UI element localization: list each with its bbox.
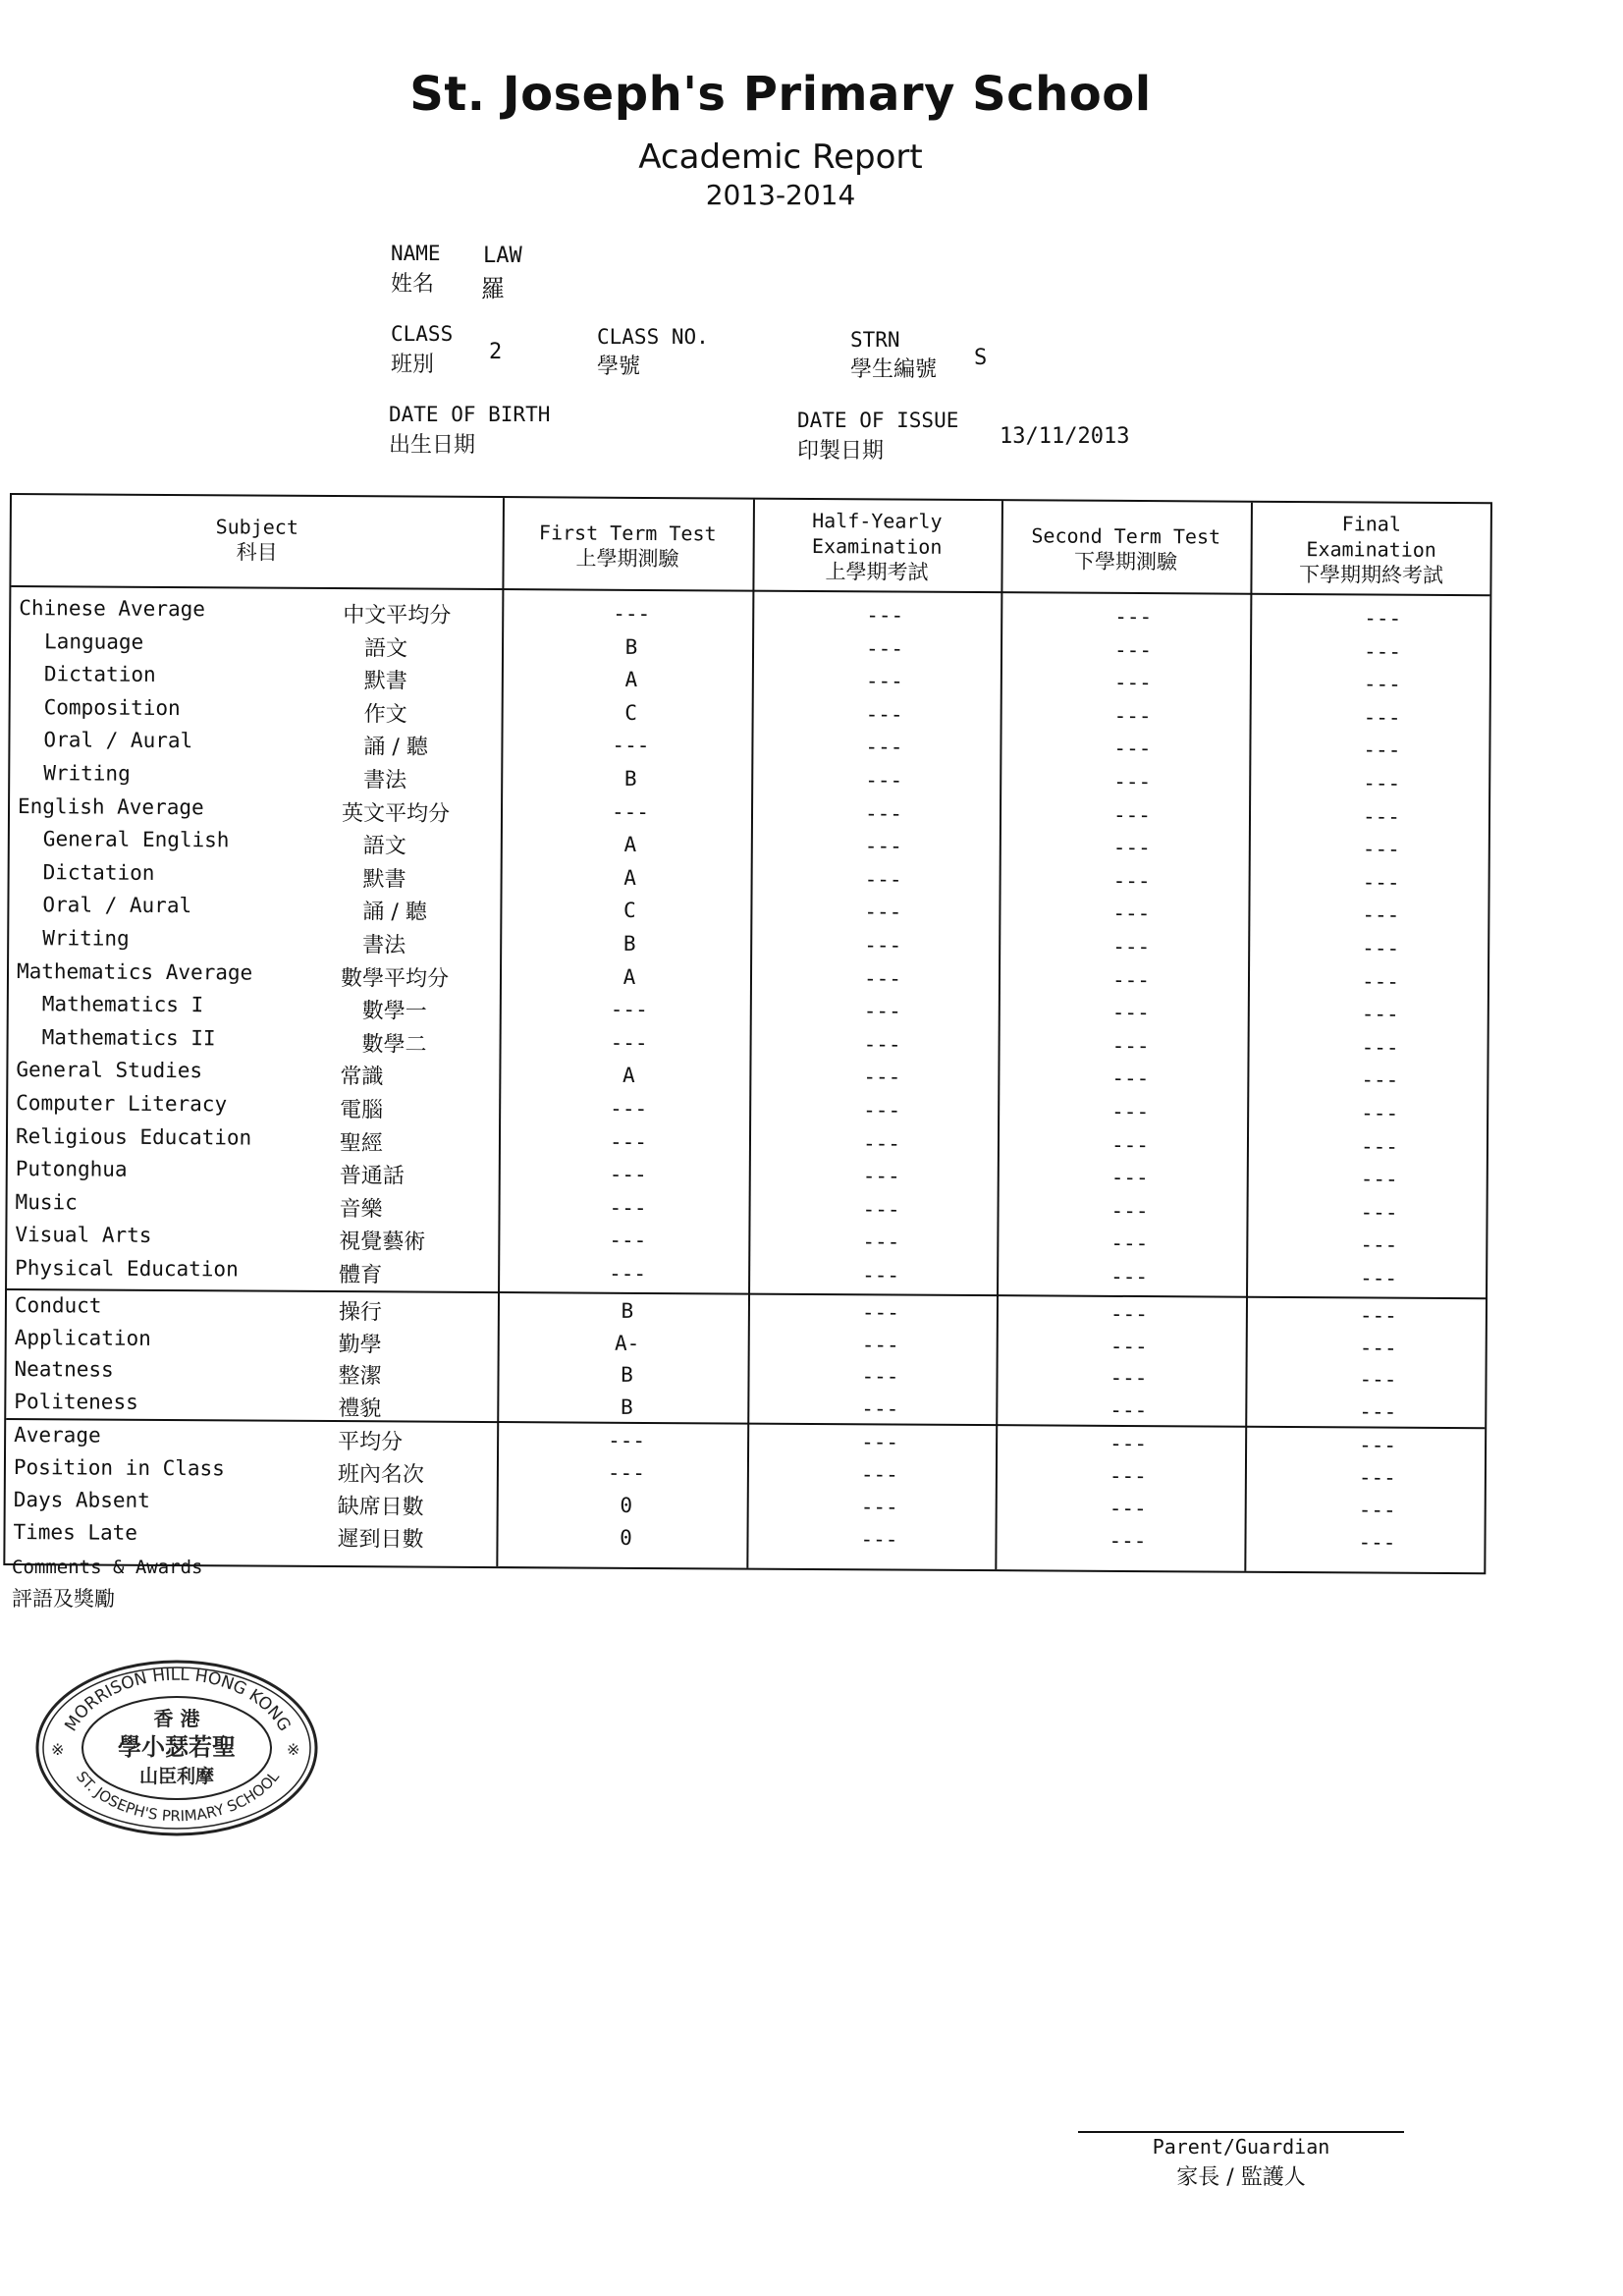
grade-second-term-test: ---	[1110, 1166, 1149, 1190]
grade-final-exam: ---	[1362, 936, 1400, 960]
grade-first-term-test: C	[623, 899, 636, 923]
subject-name-zh: 音樂	[339, 1196, 383, 1223]
grade-half-yearly-exam: ---	[861, 1332, 899, 1357]
school-name: St. Joseph's Primary School	[409, 67, 1152, 122]
grade-first-term-test: A	[622, 1064, 635, 1088]
grade-second-term-test: ---	[1112, 868, 1151, 893]
grade-half-yearly-exam: ---	[861, 1300, 899, 1325]
grade-half-yearly-exam: ---	[864, 800, 903, 826]
grade-half-yearly-exam: ---	[863, 1032, 901, 1057]
grade-half-yearly-exam: ---	[860, 1527, 898, 1552]
grade-first-term-test: B	[622, 931, 636, 956]
subject-name: Dictation	[43, 662, 156, 687]
grade-final-exam: ---	[1358, 1498, 1396, 1522]
subject-name: Writing	[42, 926, 130, 951]
grade-second-term-test: ---	[1112, 902, 1151, 926]
grade-final-exam: ---	[1361, 969, 1400, 994]
subject-name: Times Late	[13, 1520, 138, 1545]
grade-first-term-test: ---	[612, 734, 650, 758]
subject-name: Language	[44, 629, 144, 654]
grade-final-exam: ---	[1361, 1002, 1399, 1026]
grade-final-exam: ---	[1360, 1200, 1398, 1225]
school-stamp	[29, 1655, 324, 1841]
grade-half-yearly-exam: ---	[864, 867, 902, 892]
grade-first-term-test: ---	[610, 1030, 648, 1055]
strn-label-zh: 學生編號	[850, 357, 938, 382]
class-label-zh: 班別	[391, 353, 435, 377]
grade-final-exam: ---	[1358, 1465, 1396, 1490]
stamp-star-right: ※	[287, 1740, 300, 1759]
grade-final-exam: ---	[1360, 1232, 1398, 1258]
grade-half-yearly-exam: ---	[862, 1197, 900, 1222]
header-subject: Subject 科目	[215, 515, 299, 565]
signature-line	[1078, 2131, 1404, 2133]
grade-second-term-test: ---	[1109, 1301, 1148, 1327]
dob-label-zh: 出生日期	[389, 433, 476, 458]
subject-name: Oral / Aural	[43, 728, 193, 753]
grade-first-term-test: ---	[608, 1428, 646, 1452]
grade-second-term-test: ---	[1109, 1365, 1148, 1391]
subject-name-zh: 電腦	[340, 1098, 384, 1123]
grade-second-term-test: ---	[1114, 604, 1153, 629]
grade-first-term-test: A	[622, 964, 636, 989]
grade-final-exam: ---	[1363, 672, 1401, 696]
grade-second-term-test: ---	[1112, 836, 1151, 860]
subject-name: Religious Education	[15, 1123, 252, 1150]
class-label: CLASS	[391, 322, 454, 346]
subject-name: General English	[42, 827, 230, 852]
class-no-label: CLASS NO.	[597, 325, 709, 349]
grade-half-yearly-exam: ---	[861, 1430, 899, 1454]
subject-name: Oral / Aural	[42, 893, 192, 918]
dob-label: DATE OF BIRTH	[389, 403, 551, 426]
student-name-zh: 羅	[481, 275, 505, 302]
comments-label-zh: 評語及獎勵	[12, 1587, 115, 1611]
grade-second-term-test: ---	[1113, 703, 1152, 728]
grade-first-term-test: 0	[620, 1493, 633, 1517]
subject-name-zh: 普通話	[339, 1164, 405, 1189]
issue-date-value: 13/11/2013	[1000, 424, 1130, 449]
grade-second-term-test: ---	[1109, 1334, 1148, 1358]
grade-second-term-test: ---	[1110, 1264, 1149, 1289]
grade-final-exam: ---	[1359, 1367, 1397, 1392]
grade-first-term-test: ---	[613, 601, 651, 626]
subject-name-zh: 數學一	[361, 999, 427, 1024]
grade-first-term-test: B	[623, 766, 637, 791]
grade-first-term-test: B	[621, 1362, 633, 1387]
subject-name-zh: 語文	[363, 635, 408, 662]
grade-half-yearly-exam: ---	[860, 1495, 898, 1519]
subject-name-zh: 聖經	[339, 1130, 384, 1156]
grade-second-term-test: ---	[1111, 1001, 1150, 1025]
subject-name-zh: 語文	[362, 834, 406, 859]
grade-second-term-test: ---	[1109, 1496, 1147, 1521]
grade-second-term-test: ---	[1111, 1066, 1150, 1091]
class-value: 2	[489, 340, 503, 364]
grade-half-yearly-exam: ---	[863, 1098, 901, 1122]
stamp-star-left: ※	[51, 1740, 65, 1759]
grade-half-yearly-exam: ---	[866, 603, 904, 628]
subject-name-zh: 誦 / 聽	[363, 735, 428, 760]
name-label: NAME	[391, 242, 441, 265]
header-final-exam: Final Examination 下學期期終考試	[1298, 512, 1444, 587]
subject-name: Days Absent	[13, 1488, 150, 1512]
strn-value: S	[974, 346, 988, 370]
grade-final-exam: ---	[1360, 1167, 1398, 1191]
grade-first-term-test: ---	[610, 997, 648, 1022]
grade-second-term-test: ---	[1113, 769, 1152, 794]
grade-first-term-test: ---	[609, 1195, 647, 1220]
subject-name-zh: 英文平均分	[341, 800, 451, 827]
grade-final-exam: ---	[1364, 606, 1402, 630]
grade-final-exam: ---	[1359, 1398, 1397, 1424]
grade-final-exam: ---	[1359, 1433, 1397, 1457]
comments-label: Comments & Awards	[12, 1557, 203, 1578]
grade-first-term-test: A	[623, 865, 637, 890]
subject-name-zh: 視覺藝術	[339, 1230, 426, 1255]
grade-first-term-test: ---	[610, 1096, 648, 1121]
grade-final-exam: ---	[1363, 738, 1401, 763]
grade-final-exam: ---	[1359, 1335, 1397, 1360]
header-second-term-test: Second Term Test 下學期測驗	[1031, 523, 1221, 574]
grade-half-yearly-exam: ---	[862, 1263, 900, 1287]
grade-second-term-test: ---	[1110, 1198, 1149, 1223]
subject-name-zh: 整潔	[338, 1364, 382, 1390]
signature-label-zh: 家長 / 監護人	[1176, 2165, 1306, 2190]
subject-name: Neatness	[14, 1357, 114, 1382]
grade-first-term-test: B	[620, 1394, 633, 1419]
subject-name-zh: 數學二	[361, 1031, 427, 1058]
subject-name-zh: 書法	[362, 933, 406, 958]
grade-half-yearly-exam: ---	[864, 834, 902, 858]
subject-name: Mathematics I	[41, 992, 204, 1017]
subject-name-zh: 缺席日數	[337, 1495, 424, 1520]
grade-half-yearly-exam: ---	[862, 1230, 900, 1254]
stamp-line-2: 學小瑟若聖	[118, 1733, 236, 1761]
subject-name: Visual Arts	[15, 1223, 152, 1248]
grade-final-exam: ---	[1362, 804, 1401, 829]
grade-first-term-test: ---	[607, 1460, 645, 1485]
class-no-label-zh: 學號	[597, 355, 641, 379]
grade-final-exam: ---	[1362, 902, 1400, 928]
subject-name-zh: 作文	[363, 702, 407, 728]
grade-half-yearly-exam: ---	[865, 768, 903, 793]
subject-name-zh: 禮貌	[338, 1395, 382, 1421]
grade-first-term-test: ---	[609, 1261, 647, 1285]
grade-half-yearly-exam: ---	[861, 1395, 899, 1421]
subject-name: Mathematics II	[41, 1025, 216, 1051]
grade-final-exam: ---	[1363, 771, 1401, 795]
grade-second-term-test: ---	[1112, 934, 1151, 959]
grade-half-yearly-exam: ---	[861, 1364, 899, 1389]
grade-half-yearly-exam: ---	[864, 900, 902, 924]
grade-final-exam: ---	[1359, 1303, 1397, 1328]
grades-table	[3, 493, 1492, 1574]
grade-first-term-test: ---	[611, 799, 650, 824]
grade-second-term-test: ---	[1113, 737, 1152, 761]
signature-label: Parent/Guardian	[1152, 2135, 1330, 2159]
subject-name: Chinese Average	[19, 596, 206, 622]
subject-name: Music	[15, 1189, 78, 1215]
grade-first-term-test: A	[623, 833, 637, 857]
grade-second-term-test: ---	[1110, 1231, 1149, 1256]
grade-final-exam: ---	[1361, 1101, 1399, 1125]
header-half-yearly-exam: Half-Yearly Examination 上學期考試	[811, 508, 943, 584]
grade-second-term-test: ---	[1113, 671, 1152, 695]
grade-half-yearly-exam: ---	[863, 999, 901, 1023]
grade-second-term-test: ---	[1109, 1397, 1148, 1422]
stamp-line-1: 香 港	[153, 1707, 200, 1730]
grade-final-exam: ---	[1361, 1035, 1399, 1060]
subject-name-zh: 遲到日數	[337, 1527, 424, 1553]
issue-date-label-zh: 印製日期	[797, 439, 885, 464]
subject-name-zh: 默書	[362, 867, 406, 893]
grade-final-exam: ---	[1361, 1067, 1399, 1093]
subject-name: General Studies	[16, 1058, 203, 1083]
grade-half-yearly-exam: ---	[865, 735, 903, 759]
subject-name-zh: 平均分	[338, 1430, 404, 1455]
grade-second-term-test: ---	[1112, 802, 1152, 827]
subject-name: Composition	[43, 695, 181, 720]
subject-name: Average	[14, 1423, 101, 1448]
student-name: LAW	[483, 244, 522, 268]
grade-second-term-test: ---	[1111, 1033, 1150, 1058]
grade-first-term-test: 0	[620, 1525, 632, 1550]
grade-half-yearly-exam: ---	[865, 669, 903, 693]
grade-final-exam: ---	[1360, 1134, 1399, 1159]
grade-first-term-test: ---	[609, 1229, 647, 1253]
grade-second-term-test: ---	[1109, 1431, 1148, 1456]
subject-name: English Average	[17, 793, 204, 819]
subject-name-zh: 常識	[340, 1065, 384, 1090]
subject-name-zh: 誦 / 聽	[362, 900, 427, 925]
grade-second-term-test: ---	[1109, 1528, 1147, 1554]
subject-name: Conduct	[14, 1293, 102, 1318]
stamp-top-text: MORRISON HILL HONG KONG	[61, 1665, 295, 1735]
grade-final-exam: ---	[1360, 1266, 1398, 1290]
grade-second-term-test: ---	[1111, 967, 1151, 992]
subject-name: Physical Education	[15, 1256, 239, 1282]
grade-first-term-test: B	[621, 1298, 634, 1323]
grade-first-term-test: A	[624, 668, 638, 692]
grade-half-yearly-exam: ---	[865, 702, 903, 727]
subject-name: Application	[14, 1325, 151, 1350]
grade-second-term-test: ---	[1109, 1463, 1147, 1489]
grade-final-exam: ---	[1363, 705, 1401, 730]
grade-final-exam: ---	[1358, 1530, 1396, 1555]
grade-half-yearly-exam: ---	[866, 635, 904, 661]
grade-half-yearly-exam: ---	[863, 965, 902, 991]
grade-final-exam: ---	[1362, 837, 1400, 861]
grade-half-yearly-exam: ---	[862, 1130, 901, 1156]
school-year: 2013-2014	[705, 179, 856, 211]
stamp-bottom-text: ST. JOSEPH'S PRIMARY SCHOOL	[72, 1768, 283, 1826]
grade-second-term-test: ---	[1114, 637, 1153, 662]
name-label-zh: 姓名	[391, 272, 435, 297]
grade-final-exam: ---	[1362, 870, 1400, 895]
grade-second-term-test: ---	[1110, 1132, 1150, 1157]
issue-date-label: DATE OF ISSUE	[797, 409, 959, 432]
subject-name-zh: 勤學	[338, 1332, 382, 1357]
grade-final-exam: ---	[1364, 639, 1402, 664]
grade-half-yearly-exam: ---	[862, 1164, 900, 1188]
subject-name-zh: 體育	[339, 1263, 383, 1288]
grade-first-term-test: A-	[614, 1331, 640, 1355]
subject-name: Politeness	[14, 1389, 138, 1414]
grade-half-yearly-exam: ---	[864, 933, 902, 957]
subject-name: Mathematics Average	[16, 958, 253, 985]
subject-name-zh: 書法	[363, 768, 407, 793]
grade-half-yearly-exam: ---	[863, 1065, 901, 1089]
grade-first-term-test: B	[624, 634, 638, 659]
grade-first-term-test: C	[624, 700, 638, 725]
subject-name: Putonghua	[15, 1157, 128, 1181]
grade-first-term-test: ---	[609, 1162, 647, 1187]
subject-name-zh: 默書	[363, 669, 407, 694]
subject-name: Writing	[43, 761, 131, 786]
grade-first-term-test: ---	[609, 1129, 648, 1154]
grade-half-yearly-exam: ---	[860, 1462, 898, 1487]
subject-name-zh: 操行	[338, 1300, 382, 1326]
stamp-line-3: 山臣利摩	[138, 1766, 215, 1787]
grade-second-term-test: ---	[1111, 1099, 1150, 1124]
subject-name: Dictation	[42, 860, 155, 885]
strn-label: STRN	[850, 328, 900, 352]
report-title: Academic Report	[638, 137, 923, 177]
subject-name-zh: 班內名次	[337, 1462, 424, 1488]
subject-name: Position in Class	[13, 1455, 225, 1481]
header-first-term-test: First Term Test 上學期測驗	[538, 520, 717, 572]
subject-name: Computer Literacy	[16, 1091, 228, 1117]
subject-name-zh: 數學平均分	[340, 965, 450, 992]
subject-name-zh: 中文平均分	[343, 603, 452, 629]
